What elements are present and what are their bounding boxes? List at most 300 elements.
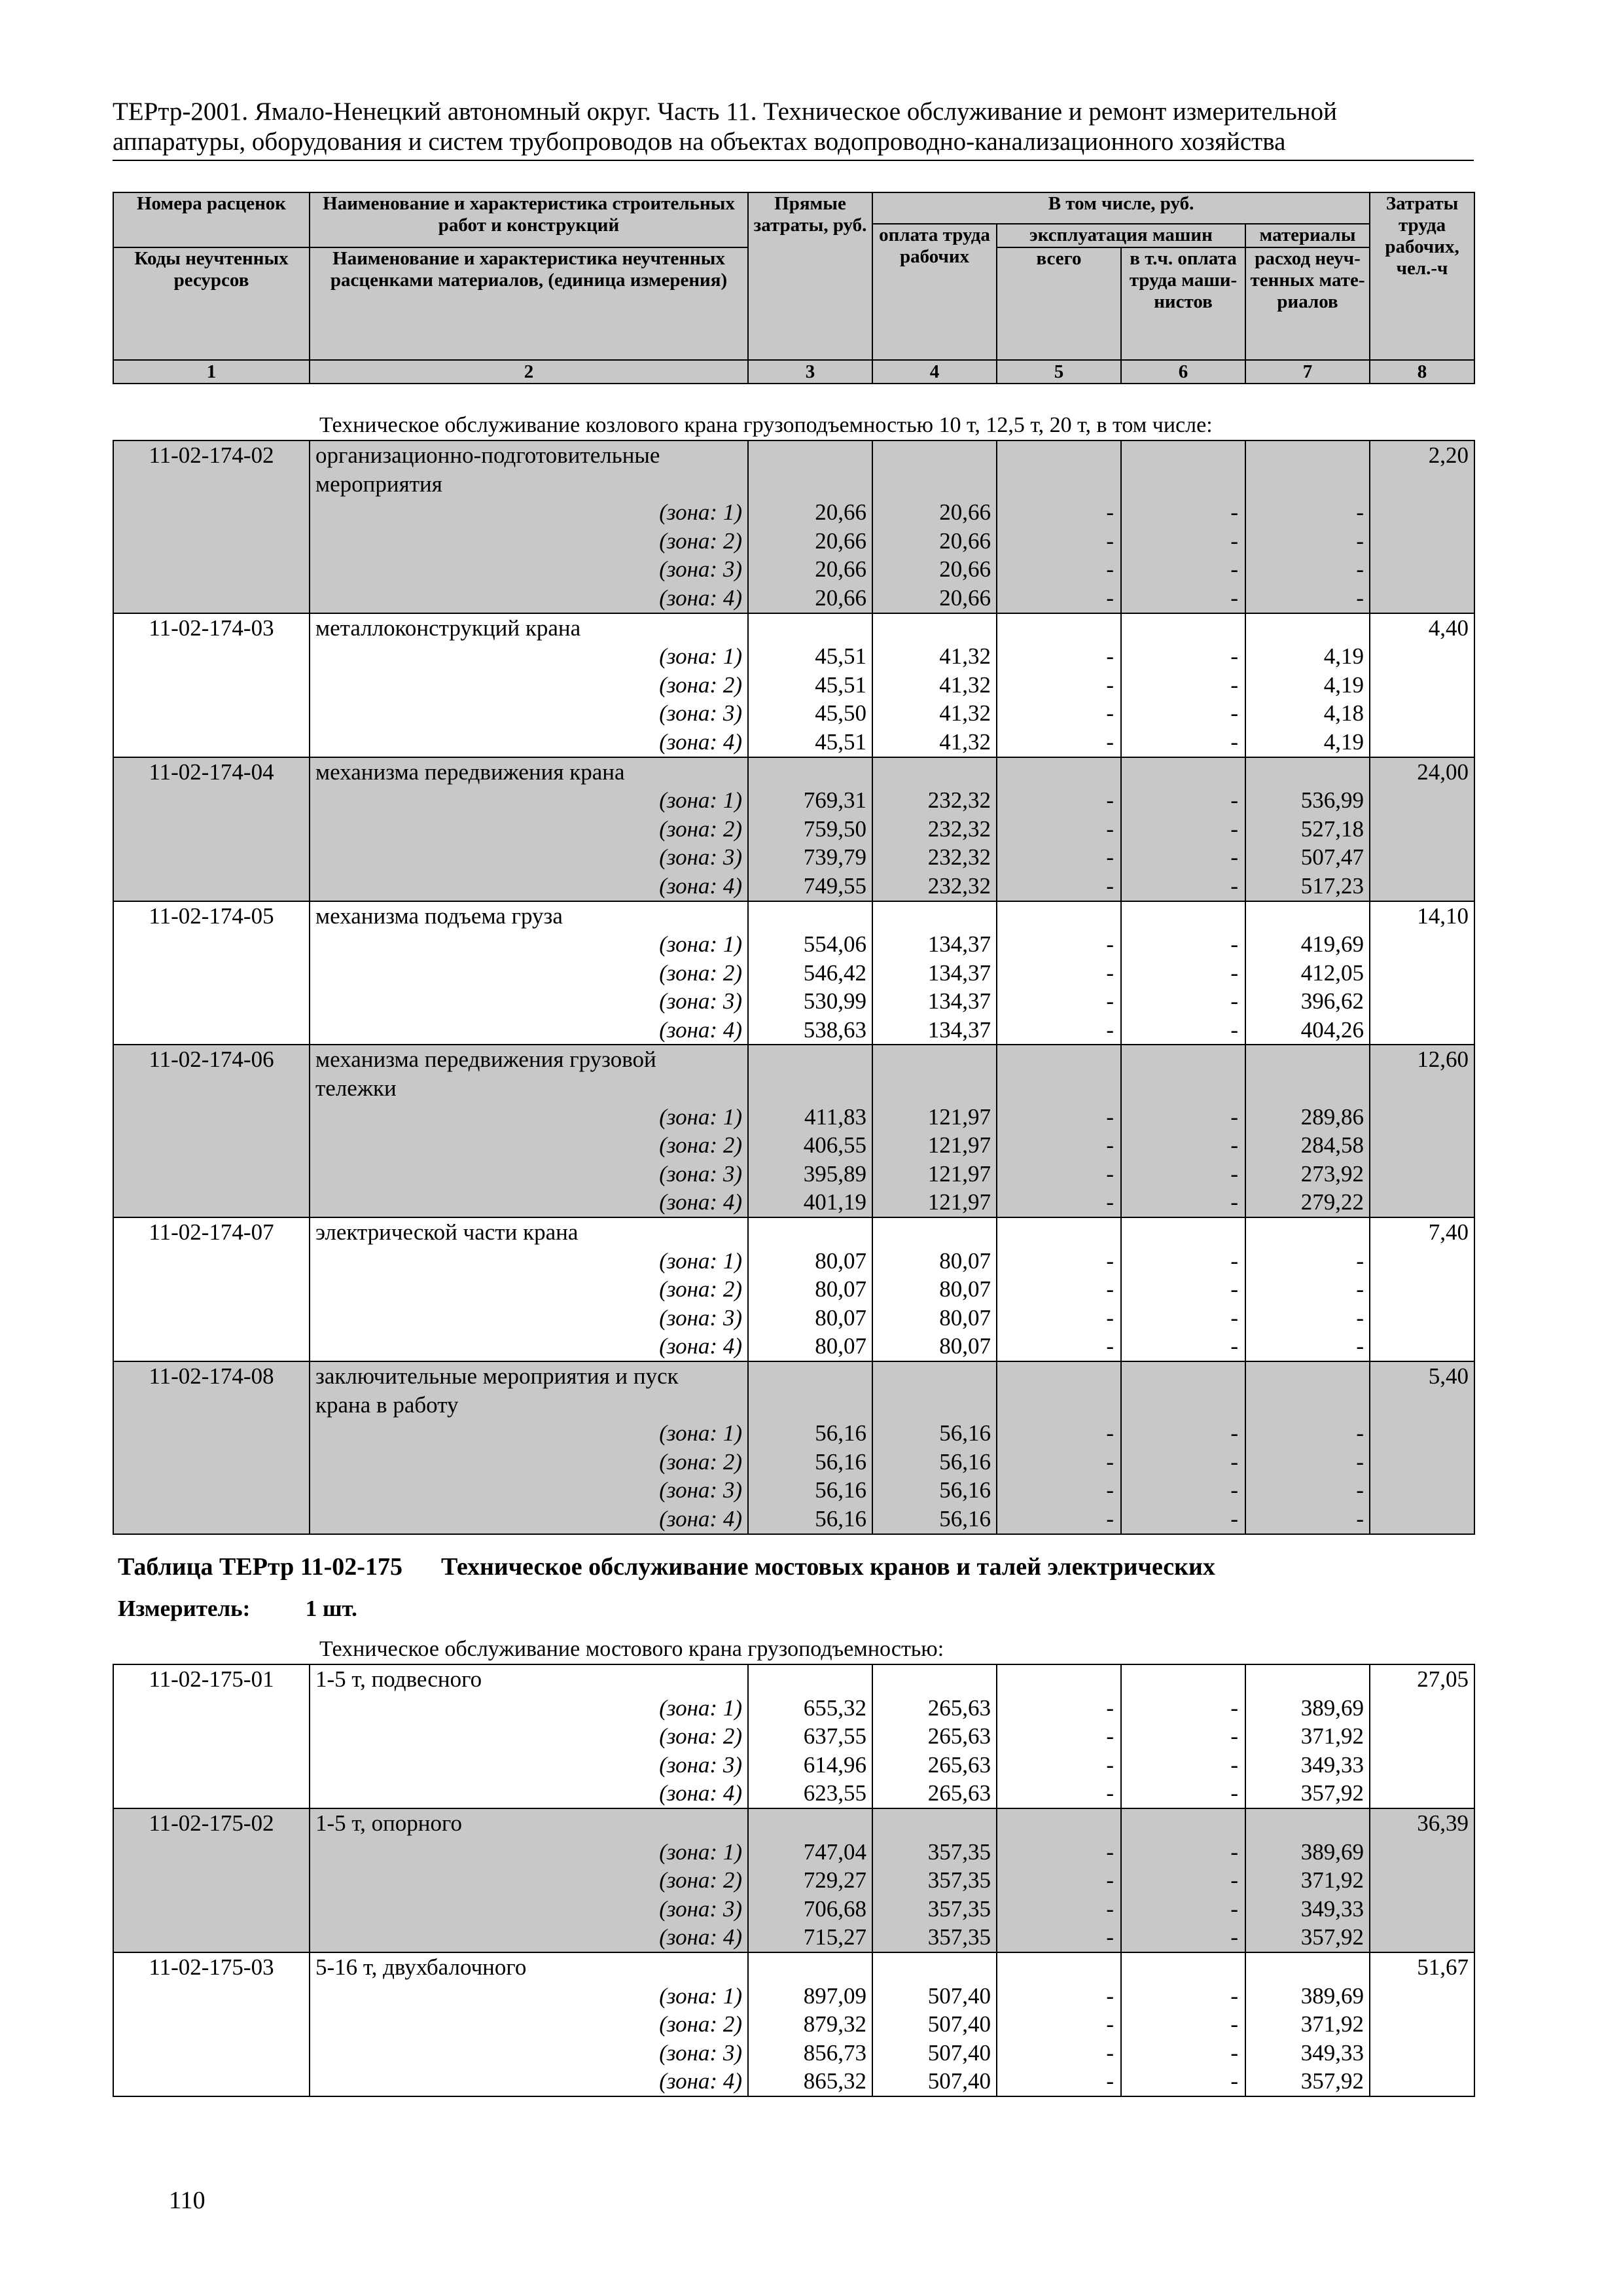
worker-pay-value: 80,07: [939, 1276, 991, 1302]
blank-line: [873, 1218, 991, 1247]
machines-total-value: -: [1106, 728, 1114, 755]
zone-label: (зона: 4): [659, 1780, 742, 1806]
materials-value: 389,69: [1300, 1695, 1364, 1721]
materials-value: -: [1356, 1420, 1364, 1446]
direct-cost-value: 80,07: [815, 1247, 866, 1274]
machinist-pay-value: -: [1230, 1895, 1238, 1922]
rate-name: [310, 1361, 748, 1534]
direct-cost-cell: [748, 1361, 872, 1534]
materials-value: -: [1356, 1304, 1364, 1331]
direct-cost-value: 759,50: [803, 816, 866, 842]
direct-cost-cell: [748, 440, 872, 613]
blank-line: [997, 1074, 1114, 1103]
header-c6: в т.ч. оплата труда маши-нистов: [1121, 247, 1245, 360]
blank-line: [873, 470, 991, 499]
zone-label: (зона: 3): [659, 1895, 742, 1922]
page-number: 110: [169, 2187, 205, 2214]
materials-value: 389,69: [1300, 1982, 1364, 2009]
machines-total-value: -: [1106, 1723, 1114, 1749]
column-number: 5: [997, 360, 1121, 384]
machinist-pay-cell: [1121, 1808, 1245, 1952]
rate-code: [113, 1952, 310, 2096]
blank-line: [873, 1953, 991, 1982]
table-row: [113, 1217, 1474, 1361]
zone-label: (зона: 2): [659, 672, 742, 698]
worker-pay-cell: [872, 1952, 997, 2096]
direct-cost-value: 747,04: [803, 1839, 866, 1865]
direct-cost-value: 56,16: [815, 1477, 866, 1503]
machines-total-cell: [997, 757, 1121, 901]
machines-total-value: -: [1106, 1982, 1114, 2009]
zone-label: (зона: 1): [659, 1695, 742, 1721]
materials-value: 284,58: [1300, 1132, 1364, 1158]
labor-cost-value: 27,05: [1417, 1666, 1469, 1692]
materials-value: -: [1356, 528, 1364, 554]
rate-code-text: 11-02-174-03: [149, 615, 274, 641]
direct-cost-value: 749,55: [803, 872, 866, 899]
worker-pay-value: 134,37: [927, 960, 991, 986]
blank-line: [1246, 902, 1364, 931]
zone-label: (зона: 4): [659, 1189, 742, 1215]
section2-table: [113, 1664, 1475, 2097]
rate-code-text: 11-02-175-01: [149, 1666, 274, 1692]
rate-name: [310, 1664, 748, 1808]
worker-pay-cell: [872, 1808, 997, 1952]
worker-pay-value: 41,32: [939, 700, 991, 726]
zone-label: (зона: 2): [659, 1276, 742, 1302]
worker-pay-cell: [872, 757, 997, 901]
direct-cost-value: 395,89: [803, 1160, 866, 1187]
materials-value: 517,23: [1300, 872, 1364, 899]
blank-line: [997, 1218, 1114, 1247]
rate-name-text: 5-16 т, двухбалочного: [315, 1954, 527, 1980]
column-number: 1: [113, 360, 310, 384]
blank-line: [749, 758, 866, 787]
zone-label: (зона: 2): [659, 528, 742, 554]
rate-name-text: 1-5 т, подвесного: [315, 1666, 482, 1692]
materials-value: 357,92: [1300, 2068, 1364, 2094]
zone-label: (зона: 4): [659, 2068, 742, 2094]
blank-line: [873, 441, 991, 470]
rate-name-text: мероприятия: [315, 471, 442, 497]
machines-total-value: -: [1106, 528, 1114, 554]
blank-line: [1122, 1953, 1238, 1982]
table-row: [113, 1361, 1474, 1534]
table-row: [113, 613, 1474, 757]
machines-total-value: -: [1106, 2011, 1114, 2037]
rate-code-text: 11-02-174-05: [149, 903, 274, 929]
machinist-pay-value: -: [1230, 1016, 1238, 1043]
rate-code-text: 11-02-174-04: [149, 759, 274, 785]
blank-line: [749, 614, 866, 643]
machines-total-cell: [997, 1361, 1121, 1534]
machinist-pay-value: -: [1230, 1695, 1238, 1721]
direct-cost-value: 897,09: [803, 1982, 866, 2009]
direct-cost-value: 20,66: [815, 584, 866, 611]
labor-cost: [1370, 1361, 1474, 1534]
zone-label: (зона: 4): [659, 1016, 742, 1043]
machinist-pay-value: -: [1230, 556, 1238, 583]
blank-line: [749, 1362, 866, 1391]
worker-pay-value: 80,07: [939, 1304, 991, 1331]
worker-pay-value: 507,40: [927, 2068, 991, 2094]
column-number: 4: [872, 360, 997, 384]
materials-cell: [1245, 1808, 1370, 1952]
blank-line: [1122, 614, 1238, 643]
materials-value: 279,22: [1300, 1189, 1364, 1215]
materials-cell: [1245, 1217, 1370, 1361]
materials-value: -: [1356, 1505, 1364, 1532]
machines-total-value: -: [1106, 872, 1114, 899]
rate-name-text: металлоконструкций крана: [315, 615, 581, 641]
direct-cost-value: 45,50: [815, 700, 866, 726]
worker-pay-value: 357,35: [927, 1895, 991, 1922]
zone-label: (зона: 1): [659, 787, 742, 814]
machines-total-value: -: [1106, 1420, 1114, 1446]
machinist-pay-cell: [1121, 1664, 1245, 1808]
direct-cost-value: 769,31: [803, 787, 866, 814]
header-group: В том числе, руб.: [872, 192, 1370, 224]
machinist-pay-value: -: [1230, 1247, 1238, 1274]
direct-cost-value: 406,55: [803, 1132, 866, 1158]
labor-cost-value: 14,10: [1417, 903, 1469, 929]
blank-line: [1246, 470, 1364, 499]
blank-line: [749, 1665, 866, 1694]
blank-line: [873, 614, 991, 643]
blank-line: [1246, 1953, 1364, 1982]
blank-line: [749, 441, 866, 470]
blank-line: [997, 902, 1114, 931]
machinist-pay-value: -: [1230, 1132, 1238, 1158]
rate-name: [310, 1045, 748, 1217]
blank-line: [997, 1362, 1114, 1391]
labor-cost-value: 12,60: [1417, 1047, 1469, 1073]
rate-name-text: механизма передвижения крана: [315, 759, 625, 785]
machinist-pay-value: -: [1230, 1276, 1238, 1302]
blank-line: [1122, 1045, 1238, 1074]
labor-cost: [1370, 613, 1474, 757]
machinist-pay-value: -: [1230, 1160, 1238, 1187]
materials-value: 527,18: [1300, 816, 1364, 842]
direct-cost-value: 856,73: [803, 2039, 866, 2066]
worker-pay-cell: [872, 901, 997, 1045]
direct-cost-value: 546,42: [803, 960, 866, 986]
zone-label: (зона: 3): [659, 844, 742, 870]
worker-pay-value: 134,37: [927, 931, 991, 958]
header-materials: материалы: [1245, 224, 1370, 247]
worker-pay-value: 507,40: [927, 2011, 991, 2037]
table-row: [113, 901, 1474, 1045]
header-rule: [113, 160, 1474, 161]
worker-pay-value: 265,63: [927, 1751, 991, 1778]
worker-pay-value: 56,16: [939, 1448, 991, 1475]
direct-cost-value: 80,07: [815, 1276, 866, 1302]
machines-total-value: -: [1106, 499, 1114, 526]
machinist-pay-value: -: [1230, 1103, 1238, 1130]
direct-cost-value: 706,68: [803, 1895, 866, 1922]
machinist-pay-value: -: [1230, 1867, 1238, 1893]
machinist-pay-value: -: [1230, 960, 1238, 986]
blank-line: [1122, 1809, 1238, 1838]
materials-cell: [1245, 1361, 1370, 1534]
machinist-pay-value: -: [1230, 728, 1238, 755]
materials-value: 389,69: [1300, 1839, 1364, 1865]
direct-cost-value: 715,27: [803, 1924, 866, 1950]
blank-line: [873, 1045, 991, 1074]
machines-total-value: -: [1106, 2068, 1114, 2094]
direct-cost-cell: [748, 1808, 872, 1952]
machines-total-value: -: [1106, 1247, 1114, 1274]
machines-total-value: -: [1106, 787, 1114, 814]
machines-total-value: -: [1106, 1780, 1114, 1806]
direct-cost-value: 45,51: [815, 672, 866, 698]
worker-pay-cell: [872, 1217, 997, 1361]
zone-label: (зона: 1): [659, 1247, 742, 1274]
blank-line: [997, 470, 1114, 499]
machinist-pay-value: -: [1230, 816, 1238, 842]
labor-cost: [1370, 1664, 1474, 1808]
worker-pay-value: 80,07: [939, 1247, 991, 1274]
blank-line: [1246, 1074, 1364, 1103]
machinist-pay-cell: [1121, 1045, 1245, 1217]
zone-label: (зона: 2): [659, 1867, 742, 1893]
blank-line: [1122, 1391, 1238, 1420]
labor-cost: [1370, 1952, 1474, 2096]
machinist-pay-value: -: [1230, 672, 1238, 698]
machinist-pay-cell: [1121, 757, 1245, 901]
zone-label: (зона: 1): [659, 1839, 742, 1865]
machines-total-value: -: [1106, 1103, 1114, 1130]
direct-cost-cell: [748, 1217, 872, 1361]
labor-cost-value: 24,00: [1417, 759, 1469, 785]
materials-value: 289,86: [1300, 1103, 1364, 1130]
machines-total-cell: [997, 613, 1121, 757]
zone-label: (зона: 3): [659, 700, 742, 726]
machinist-pay-cell: [1121, 1217, 1245, 1361]
materials-value: -: [1356, 584, 1364, 611]
materials-cell: [1245, 1045, 1370, 1217]
direct-cost-value: 401,19: [803, 1189, 866, 1215]
machinist-pay-cell: [1121, 440, 1245, 613]
worker-pay-cell: [872, 1361, 997, 1534]
direct-cost-value: 655,32: [803, 1695, 866, 1721]
direct-cost-value: 614,96: [803, 1751, 866, 1778]
blank-line: [873, 902, 991, 931]
machinist-pay-value: -: [1230, 2068, 1238, 2094]
direct-cost-value: 729,27: [803, 1867, 866, 1893]
zone-label: (зона: 2): [659, 1132, 742, 1158]
blank-line: [997, 758, 1114, 787]
blank-line: [873, 1362, 991, 1391]
machinist-pay-value: -: [1230, 988, 1238, 1014]
rate-name: [310, 440, 748, 613]
machines-total-value: -: [1106, 1505, 1114, 1532]
machines-total-value: -: [1106, 1132, 1114, 1158]
worker-pay-value: 507,40: [927, 1982, 991, 2009]
header-c2-top: Наименование и характеристика строительных работ и конструкций: [310, 192, 748, 247]
machinist-pay-value: -: [1230, 787, 1238, 814]
worker-pay-value: 121,97: [927, 1132, 991, 1158]
direct-cost-value: 20,66: [815, 499, 866, 526]
materials-value: 349,33: [1300, 1895, 1364, 1922]
blank-line: [997, 441, 1114, 470]
direct-cost-value: 623,55: [803, 1780, 866, 1806]
zone-label: (зона: 1): [659, 1982, 742, 2009]
blank-line: [1246, 1218, 1364, 1247]
worker-pay-value: 20,66: [939, 499, 991, 526]
header-line-2: аппаратуры, оборудования и систем трубопроводов на объектах водопроводно-канализационного хозяйства: [113, 128, 1286, 156]
machines-total-value: -: [1106, 1695, 1114, 1721]
materials-value: 536,99: [1300, 787, 1364, 814]
rate-code-text: 11-02-174-07: [149, 1219, 274, 1246]
machinist-pay-value: -: [1230, 1839, 1238, 1865]
direct-cost-value: 45,51: [815, 643, 866, 670]
labor-cost-value: 2,20: [1428, 442, 1469, 468]
table-row: [113, 440, 1474, 613]
worker-pay-value: 41,32: [939, 728, 991, 755]
zone-label: (зона: 4): [659, 1333, 742, 1359]
direct-cost-value: 20,66: [815, 556, 866, 583]
direct-cost-value: 865,32: [803, 2068, 866, 2094]
section2-intro: Техническое обслуживание мостового крана грузоподъемностью:: [319, 1637, 944, 1661]
table-175-title: [118, 1552, 1215, 1581]
table-175-caption: Техническое обслуживание мостовых кранов и талей электрических: [440, 1553, 1215, 1581]
machinist-pay-value: -: [1230, 1448, 1238, 1475]
machines-total-value: -: [1106, 672, 1114, 698]
rate-name-text: механизма передвижения грузовой: [315, 1047, 656, 1073]
direct-cost-value: 80,07: [815, 1304, 866, 1331]
rate-name-text: механизма подъема груза: [315, 903, 563, 929]
materials-value: 4,19: [1323, 643, 1364, 670]
header-machines: эксплуатация машин: [997, 224, 1245, 247]
blank-line: [1246, 758, 1364, 787]
measure-line: [118, 1596, 357, 1622]
worker-pay-value: 41,32: [939, 672, 991, 698]
machines-total-value: -: [1106, 816, 1114, 842]
machines-total-value: -: [1106, 960, 1114, 986]
measure-label: Измеритель:: [118, 1596, 251, 1621]
blank-line: [749, 1074, 866, 1103]
machinist-pay-value: -: [1230, 872, 1238, 899]
worker-pay-value: 20,66: [939, 584, 991, 611]
materials-cell: [1245, 757, 1370, 901]
rate-name-text: тележки: [315, 1075, 397, 1102]
direct-cost-value: 80,07: [815, 1333, 866, 1359]
machines-total-value: -: [1106, 1016, 1114, 1043]
labor-cost: [1370, 901, 1474, 1045]
direct-cost-cell: [748, 1045, 872, 1217]
materials-cell: [1245, 440, 1370, 613]
materials-cell: [1245, 613, 1370, 757]
machinist-pay-value: -: [1230, 1924, 1238, 1950]
worker-pay-value: 56,16: [939, 1477, 991, 1503]
blank-line: [997, 1665, 1114, 1694]
rate-code-text: 11-02-174-02: [149, 442, 274, 468]
worker-pay-value: 232,32: [927, 787, 991, 814]
direct-cost-value: 20,66: [815, 528, 866, 554]
zone-label: (зона: 1): [659, 1103, 742, 1130]
rate-code: [113, 440, 310, 613]
zone-label: (зона: 3): [659, 988, 742, 1014]
machines-total-value: -: [1106, 1924, 1114, 1950]
rate-name-text: заключительные мероприятия и пуск: [315, 1363, 679, 1389]
zone-label: (зона: 4): [659, 1505, 742, 1532]
materials-cell: [1245, 901, 1370, 1045]
header-c1-bottom: Коды неучтенных ресурсов: [113, 247, 310, 360]
worker-pay-value: 232,32: [927, 844, 991, 870]
machinist-pay-value: -: [1230, 1780, 1238, 1806]
header-c8: Затраты труда рабочих, чел.-ч: [1370, 192, 1474, 360]
direct-cost-value: 56,16: [815, 1505, 866, 1532]
direct-cost-value: 530,99: [803, 988, 866, 1014]
machinist-pay-value: -: [1230, 1982, 1238, 2009]
machines-total-value: -: [1106, 844, 1114, 870]
machinist-pay-value: -: [1230, 2039, 1238, 2066]
machines-total-cell: [997, 1952, 1121, 2096]
direct-cost-value: 637,55: [803, 1723, 866, 1749]
blank-line: [1122, 1218, 1238, 1247]
labor-cost-value: 5,40: [1428, 1363, 1469, 1389]
worker-pay-cell: [872, 1664, 997, 1808]
machines-total-value: -: [1106, 931, 1114, 958]
direct-cost-value: 879,32: [803, 2011, 866, 2037]
zone-label: (зона: 3): [659, 1751, 742, 1778]
header-line-1: ТЕРтр-2001. Ямало-Ненецкий автономный округ. Часть 11. Техническое обслуживание и ремонт измерительной: [113, 98, 1337, 126]
worker-pay-value: 121,97: [927, 1160, 991, 1187]
rate-code: [113, 901, 310, 1045]
machinist-pay-cell: [1121, 901, 1245, 1045]
worker-pay-value: 357,35: [927, 1924, 991, 1950]
worker-pay-value: 265,63: [927, 1723, 991, 1749]
machines-total-value: -: [1106, 584, 1114, 611]
header-c3: Прямые затраты, руб.: [748, 192, 872, 360]
direct-cost-value: 739,79: [803, 844, 866, 870]
worker-pay-value: 20,66: [939, 556, 991, 583]
blank-line: [749, 470, 866, 499]
column-header-table: [113, 192, 1475, 384]
machinist-pay-value: -: [1230, 584, 1238, 611]
labor-cost-value: 4,40: [1428, 615, 1469, 641]
labor-cost: [1370, 1217, 1474, 1361]
blank-line: [749, 1953, 866, 1982]
zone-label: (зона: 3): [659, 1160, 742, 1187]
machinist-pay-value: -: [1230, 1333, 1238, 1359]
blank-line: [1246, 1809, 1364, 1838]
worker-pay-value: 265,63: [927, 1780, 991, 1806]
column-number: 8: [1370, 360, 1474, 384]
machinist-pay-value: -: [1230, 643, 1238, 670]
rate-code: [113, 1808, 310, 1952]
table-row: [113, 1808, 1474, 1952]
machines-total-value: -: [1106, 2039, 1114, 2066]
column-number: 7: [1245, 360, 1370, 384]
direct-cost-value: 538,63: [803, 1016, 866, 1043]
worker-pay-value: 121,97: [927, 1189, 991, 1215]
blank-line: [749, 902, 866, 931]
worker-pay-value: 265,63: [927, 1695, 991, 1721]
machines-total-cell: [997, 440, 1121, 613]
zone-label: (зона: 3): [659, 1304, 742, 1331]
materials-value: 371,92: [1300, 1723, 1364, 1749]
machines-total-value: -: [1106, 1160, 1114, 1187]
machinist-pay-cell: [1121, 613, 1245, 757]
materials-value: 357,92: [1300, 1924, 1364, 1950]
labor-cost-value: 51,67: [1417, 1954, 1469, 1980]
machines-total-value: -: [1106, 988, 1114, 1014]
direct-cost-value: 56,16: [815, 1420, 866, 1446]
zone-label: (зона: 1): [659, 1420, 742, 1446]
worker-pay-cell: [872, 613, 997, 757]
